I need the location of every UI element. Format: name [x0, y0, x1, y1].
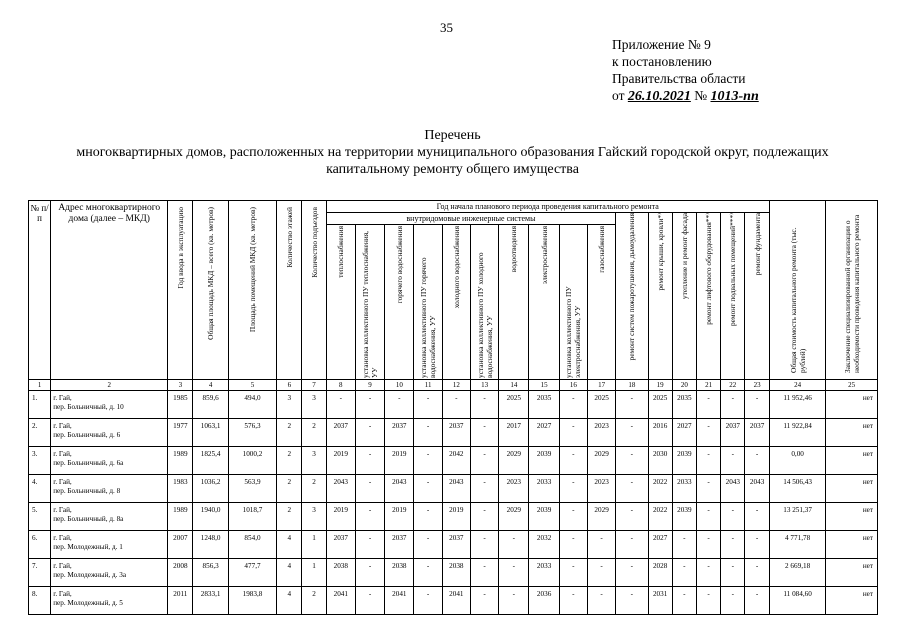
row-address [51, 531, 168, 559]
row-number: 8. [29, 587, 51, 615]
table-row [29, 391, 878, 419]
table-cell: 2039 [529, 503, 559, 531]
table-cell: нет [826, 447, 878, 475]
table-cell: 2017 [499, 419, 529, 447]
row-number: 5. [29, 503, 51, 531]
appendix-block [612, 36, 759, 105]
column-number: 16 [559, 380, 587, 391]
table-cell: - [616, 531, 648, 559]
table-cell: - [355, 475, 384, 503]
table-cell: - [696, 447, 720, 475]
row-address [51, 475, 168, 503]
table-cell: 3 [302, 391, 326, 419]
table-cell: 2033 [529, 475, 559, 503]
table-cell: 1018,7 [228, 503, 276, 531]
table-cell: - [470, 447, 498, 475]
column-number: 14 [499, 380, 529, 391]
table-cell: - [414, 559, 442, 587]
head-entrances: Количество подъездов [302, 201, 326, 380]
table-cell: 2035 [529, 391, 559, 419]
table-cell: 14 506,43 [769, 475, 826, 503]
table-cell: 2041 [326, 587, 355, 615]
table-cell: нет [826, 531, 878, 559]
table-cell: - [616, 447, 648, 475]
address-street: пер. Больничный, д. 8 [53, 487, 121, 495]
table-cell: - [559, 447, 587, 475]
table-cell: 2833,1 [193, 587, 228, 615]
appendix-date-line [612, 87, 759, 105]
table-cell: 2043 [721, 475, 745, 503]
table-cell: - [414, 419, 442, 447]
head-total-area: Общая площадь МКД – всего (кв. метров) [193, 201, 228, 380]
table-cell: 2029 [587, 447, 615, 475]
table-cell: 2037 [385, 531, 414, 559]
head-fire: ремонт систем пожаротушения, дымоудаления [616, 213, 648, 380]
table-cell: - [385, 391, 414, 419]
table-cell: 2019 [442, 503, 470, 531]
appendix-date: 26.10.2021 [627, 89, 691, 104]
title-line-2: многоквартирных домов, расположенных на территории муниципального образования Гайский городской округ, подлежащих [76, 145, 829, 160]
table-cell: - [721, 503, 745, 531]
table-cell: 2022 [648, 503, 672, 531]
address-city: г. Гай, [53, 534, 72, 542]
column-number: 22 [721, 380, 745, 391]
table-cell: 2029 [499, 447, 529, 475]
table-cell: 1036,2 [193, 475, 228, 503]
table-cell: 2043 [442, 475, 470, 503]
address-street: пер. Молодежный, д. 3а [53, 571, 127, 579]
table-cell: - [414, 475, 442, 503]
table-cell: - [587, 559, 615, 587]
table-cell: 1989 [168, 503, 193, 531]
column-number: 18 [616, 380, 648, 391]
table-cell: 2023 [499, 475, 529, 503]
table-cell: - [721, 447, 745, 475]
appendix-no-label: № [694, 88, 708, 103]
row-address [51, 503, 168, 531]
table-cell: 2032 [529, 531, 559, 559]
head-gas: газоснабжения [587, 225, 615, 380]
column-number: 25 [826, 380, 878, 391]
table-cell: нет [826, 559, 878, 587]
column-number: 10 [385, 380, 414, 391]
table-cell: 1985 [168, 391, 193, 419]
address-street: пер. Больничный, д. 10 [53, 403, 124, 411]
table-cell: 2043 [745, 475, 769, 503]
table-cell: 2019 [326, 503, 355, 531]
table-cell: - [470, 475, 498, 503]
table-cell: 2029 [587, 503, 615, 531]
table-cell: - [696, 475, 720, 503]
table-cell: - [721, 559, 745, 587]
row-number: 2. [29, 419, 51, 447]
head-num: № п/п [29, 201, 51, 380]
table-cell: - [355, 447, 384, 475]
table-cell: 4 [277, 531, 302, 559]
table-cell: 2023 [587, 475, 615, 503]
appendix-prefix: от [612, 88, 625, 103]
table-cell: - [616, 419, 648, 447]
table-cell: - [355, 419, 384, 447]
table-cell: 2016 [648, 419, 672, 447]
column-number: 5 [228, 380, 276, 391]
column-number: 19 [648, 380, 672, 391]
table-cell: 563,9 [228, 475, 276, 503]
table-cell: - [414, 531, 442, 559]
table-cell: нет [826, 419, 878, 447]
head-systems: внутридомовые инженерные системы [326, 213, 616, 225]
table-cell: нет [826, 587, 878, 615]
table-cell: - [672, 559, 696, 587]
table-cell: 0,00 [769, 447, 826, 475]
table-cell: 2041 [442, 587, 470, 615]
table-cell: - [414, 447, 442, 475]
address-city: г. Гай, [53, 450, 72, 458]
column-number: 11 [414, 380, 442, 391]
table-cell: 2025 [499, 391, 529, 419]
table-cell: - [745, 447, 769, 475]
head-roof: ремонт крыши, кровли*⁾ [648, 213, 672, 380]
column-number: 12 [442, 380, 470, 391]
table-cell: - [559, 503, 587, 531]
table-cell: 4 771,78 [769, 531, 826, 559]
table-cell: 1940,0 [193, 503, 228, 531]
table-cell: 494,0 [228, 391, 276, 419]
table-cell: 1977 [168, 419, 193, 447]
head-floors: Количество этажей [277, 201, 302, 380]
address-street: пер. Молодежный, д. 5 [53, 599, 123, 607]
row-number: 4. [29, 475, 51, 503]
table-cell: 4 [277, 587, 302, 615]
table-cell: 2027 [672, 419, 696, 447]
table-cell: 859,6 [193, 391, 228, 419]
table-cell: 477,7 [228, 559, 276, 587]
head-conclusion: Заключение специализированной организации о необходимости проведения капитального ремонта [826, 201, 878, 380]
table-cell: 2038 [442, 559, 470, 587]
table-cell: 2037 [745, 419, 769, 447]
table-cell: 1000,2 [228, 447, 276, 475]
table-cell: 576,3 [228, 419, 276, 447]
table-cell: - [559, 419, 587, 447]
table-cell: 2022 [648, 475, 672, 503]
table-cell: - [672, 587, 696, 615]
address-street: пер. Больничный, д. 8а [53, 515, 124, 523]
table-cell: 2028 [648, 559, 672, 587]
column-number: 9 [355, 380, 384, 391]
table-cell: - [559, 559, 587, 587]
table-cell: - [355, 503, 384, 531]
table-cell: - [696, 419, 720, 447]
table-cell: 1 [302, 531, 326, 559]
column-number: 20 [672, 380, 696, 391]
table-cell: 2037 [326, 531, 355, 559]
page-number: 35 [440, 20, 453, 35]
table-cell: - [559, 587, 587, 615]
row-address [51, 419, 168, 447]
table-row [29, 587, 878, 615]
table-cell: 2039 [529, 447, 559, 475]
head-hot-pu: установка коллективного ПУ горячего водоснабжения, УУ [414, 225, 442, 380]
table-cell: - [355, 531, 384, 559]
register-table [28, 200, 878, 615]
row-number: 7. [29, 559, 51, 587]
table-cell: - [442, 391, 470, 419]
column-number: 23 [745, 380, 769, 391]
table-cell: 2025 [648, 391, 672, 419]
table-cell: 4 [277, 559, 302, 587]
table-cell: 11 922,84 [769, 419, 826, 447]
table-cell: - [721, 391, 745, 419]
table-cell: 3 [302, 447, 326, 475]
table-cell: 2025 [587, 391, 615, 419]
address-city: г. Гай, [53, 590, 72, 598]
table-cell: - [696, 587, 720, 615]
row-number: 3. [29, 447, 51, 475]
document-title [0, 127, 905, 178]
table-cell: 1983 [168, 475, 193, 503]
row-number: 6. [29, 531, 51, 559]
table-cell: 3 [302, 503, 326, 531]
title-line-1: Перечень [424, 128, 481, 143]
table-cell: - [696, 559, 720, 587]
table-cell: 2 [277, 503, 302, 531]
table-cell: 2038 [385, 559, 414, 587]
head-cold-pu: установка коллективного ПУ холодного водоснабжения, УУ [470, 225, 498, 380]
table-cell: - [616, 559, 648, 587]
head-lift: ремонт лифтового оборудования**⁾ [696, 213, 720, 380]
appendix-line-1: Приложение № 9 [612, 37, 711, 52]
table-cell: - [470, 531, 498, 559]
table-cell: 2033 [672, 475, 696, 503]
column-number: 3 [168, 380, 193, 391]
table-cell: - [616, 587, 648, 615]
table-cell: 2030 [648, 447, 672, 475]
table-cell: 11 084,60 [769, 587, 826, 615]
table-cell: 2043 [385, 475, 414, 503]
head-power: электроснабжения [529, 225, 559, 380]
table-cell: - [470, 503, 498, 531]
head-hot: горячего водоснабжения [385, 225, 414, 380]
address-street: пер. Больничный, д. 6 [53, 431, 121, 439]
table-cell: - [696, 391, 720, 419]
address-street: пер. Молодежный, д. 1 [53, 543, 123, 551]
table-row [29, 475, 878, 503]
table-cell: - [745, 531, 769, 559]
table-cell: 2038 [326, 559, 355, 587]
table-cell: 856,3 [193, 559, 228, 587]
address-city: г. Гай, [53, 394, 72, 402]
table-cell: - [355, 391, 384, 419]
table-cell: 2 [277, 419, 302, 447]
column-number: 2 [51, 380, 168, 391]
table-cell: 2033 [529, 559, 559, 587]
table-cell: 2036 [529, 587, 559, 615]
table-cell: 1983,8 [228, 587, 276, 615]
table-cell: 2 [277, 475, 302, 503]
address-city: г. Гай, [53, 562, 72, 570]
table-cell: - [499, 531, 529, 559]
table-cell: 1825,4 [193, 447, 228, 475]
table-cell: 2 [302, 419, 326, 447]
table-cell: 13 251,37 [769, 503, 826, 531]
table-cell: - [559, 531, 587, 559]
table-cell: 2041 [385, 587, 414, 615]
table-cell: 1 [302, 559, 326, 587]
table-cell: - [355, 559, 384, 587]
table-cell: 1989 [168, 447, 193, 475]
table-cell: 2037 [326, 419, 355, 447]
table-row [29, 419, 878, 447]
column-number: 24 [769, 380, 826, 391]
head-power-pu: установка коллективного ПУ электроснабжения, УУ [559, 225, 587, 380]
table-cell: 1248,0 [193, 531, 228, 559]
table-cell: - [745, 559, 769, 587]
table-cell: - [616, 475, 648, 503]
table-cell: - [499, 559, 529, 587]
table-cell: - [499, 587, 529, 615]
address-street: пер. Больничный, д. 6а [53, 459, 124, 467]
head-basement: ремонт подвальных помещений***⁾ [721, 213, 745, 380]
appendix-line-3: Правительства области [612, 71, 746, 86]
column-number-row [29, 380, 878, 391]
table-cell: 2008 [168, 559, 193, 587]
table-cell: - [559, 475, 587, 503]
table-cell: - [616, 391, 648, 419]
head-facade: утепление и ремонт фасада [672, 213, 696, 380]
table-row [29, 531, 878, 559]
head-drain: водоотведения [499, 225, 529, 380]
table-cell: 2019 [385, 503, 414, 531]
table-cell: 1063,1 [193, 419, 228, 447]
table-cell: 2 [302, 587, 326, 615]
table-cell: 2011 [168, 587, 193, 615]
table-cell: 2037 [442, 419, 470, 447]
table-cell: 2042 [442, 447, 470, 475]
table-cell: - [587, 531, 615, 559]
head-heat: теплоснабжения [326, 225, 355, 380]
table-cell: 2037 [385, 419, 414, 447]
appendix-number: 1013-пп [710, 89, 759, 104]
table-cell: - [355, 587, 384, 615]
table-cell: 2019 [385, 447, 414, 475]
head-period: Год начала планового периода проведения капитального ремонта [326, 201, 769, 213]
table-cell: 2035 [672, 391, 696, 419]
table-row [29, 503, 878, 531]
table-cell: 2 [302, 475, 326, 503]
table-cell: - [470, 391, 498, 419]
table-cell: 2037 [442, 531, 470, 559]
table-cell: 2039 [672, 503, 696, 531]
table-cell: - [414, 587, 442, 615]
row-address [51, 391, 168, 419]
table-cell: - [721, 531, 745, 559]
table-cell: - [326, 391, 355, 419]
table-cell: - [696, 503, 720, 531]
table-cell: 2 669,18 [769, 559, 826, 587]
table-cell: - [616, 503, 648, 531]
table-row [29, 447, 878, 475]
column-number: 7 [302, 380, 326, 391]
table-cell: 2031 [648, 587, 672, 615]
table-row [29, 559, 878, 587]
table-cell: 2027 [529, 419, 559, 447]
table-cell: - [721, 587, 745, 615]
table-cell: - [470, 587, 498, 615]
head-foundation: ремонт фундамента [745, 213, 769, 380]
table-cell: 2043 [326, 475, 355, 503]
table-cell: 2019 [326, 447, 355, 475]
table-cell: 2039 [672, 447, 696, 475]
table-cell: - [587, 587, 615, 615]
address-city: г. Гай, [53, 506, 72, 514]
column-number: 21 [696, 380, 720, 391]
column-number: 4 [193, 380, 228, 391]
head-cold: холодного водоснабжения [442, 225, 470, 380]
column-number: 8 [326, 380, 355, 391]
table-cell: 2007 [168, 531, 193, 559]
table-cell: 2023 [587, 419, 615, 447]
table-cell: 2029 [499, 503, 529, 531]
row-address [51, 447, 168, 475]
table-cell: 854,0 [228, 531, 276, 559]
table-body [29, 391, 878, 615]
table-cell: нет [826, 503, 878, 531]
table-cell: 2027 [648, 531, 672, 559]
table-cell: - [745, 503, 769, 531]
head-heat-pu: установка коллективного ПУ теплоснабжения, УУ [355, 225, 384, 380]
column-number: 6 [277, 380, 302, 391]
table-cell: 11 952,46 [769, 391, 826, 419]
table-cell: - [470, 419, 498, 447]
table-cell: 2037 [721, 419, 745, 447]
table-cell: - [672, 531, 696, 559]
column-number: 1 [29, 380, 51, 391]
row-address [51, 587, 168, 615]
column-number: 17 [587, 380, 615, 391]
address-city: г. Гай, [53, 422, 72, 430]
table-cell: - [745, 587, 769, 615]
table-cell: - [696, 531, 720, 559]
table-cell: - [470, 559, 498, 587]
appendix-line-2: к постановлению [612, 54, 712, 69]
head-address: Адрес многоквартирного дома (далее – МКД) [51, 201, 168, 380]
table-cell: 3 [277, 391, 302, 419]
table-cell: нет [826, 475, 878, 503]
column-number: 15 [529, 380, 559, 391]
title-line-3: капитальному ремонту общего имущества [326, 162, 579, 177]
row-number: 1. [29, 391, 51, 419]
head-year: Год ввода в эксплуатацию [168, 201, 193, 380]
head-rooms-area: Площадь помещений МКД (кв. метров) [228, 201, 276, 380]
table-cell: - [414, 503, 442, 531]
address-city: г. Гай, [53, 478, 72, 486]
row-address [51, 559, 168, 587]
table-cell: - [414, 391, 442, 419]
head-cost: Общая стоимость капитального ремонта (тыс. рублей) [769, 201, 826, 380]
column-number: 13 [470, 380, 498, 391]
table-cell: нет [826, 391, 878, 419]
table-cell: 2 [277, 447, 302, 475]
table-cell: - [745, 391, 769, 419]
table-cell: - [559, 391, 587, 419]
